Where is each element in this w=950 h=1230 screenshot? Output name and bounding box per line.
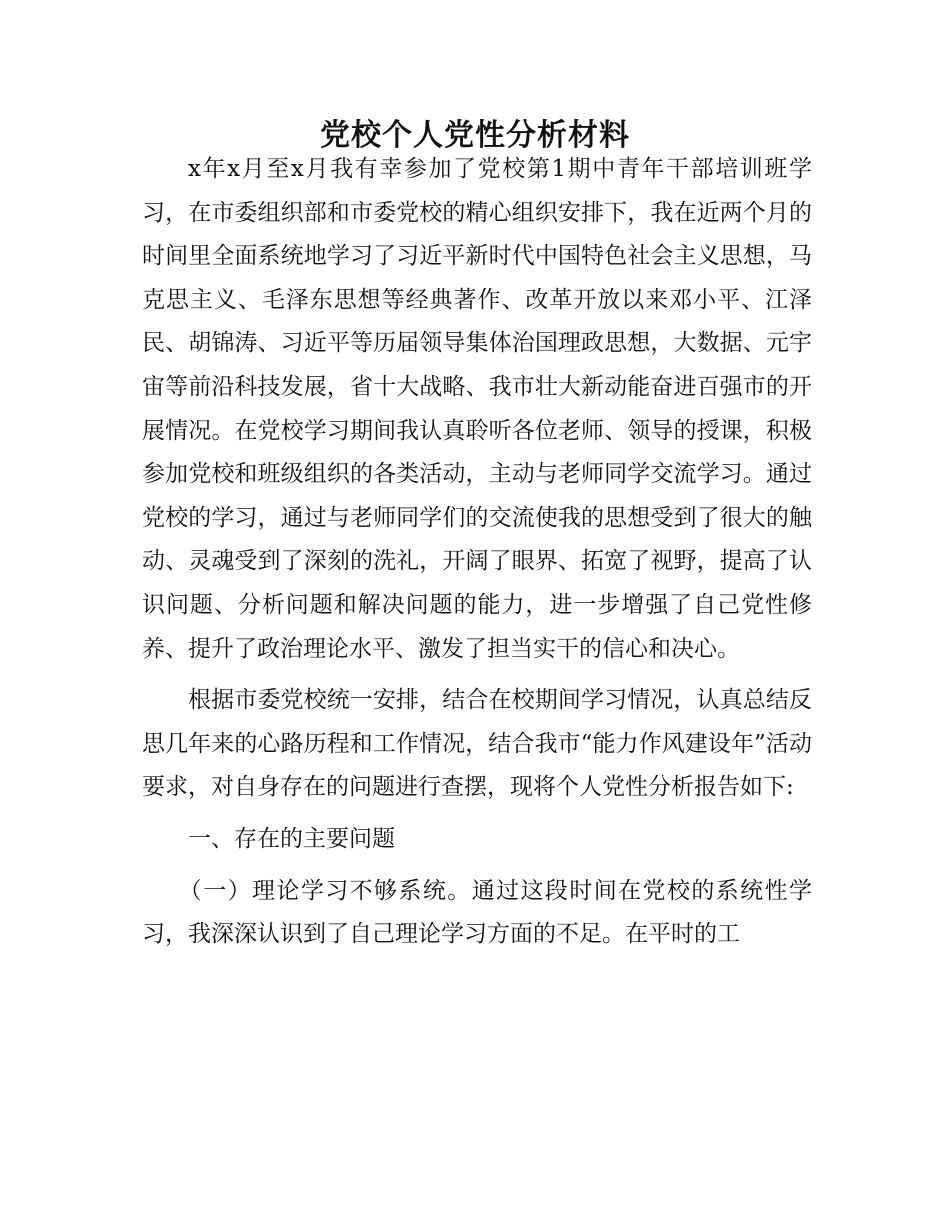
- subsection-paragraph: （一）理论学习不够系统。通过这段时间在党校的系统性学习，我深深认识到了自己理论学习方面的不足。在平时的工: [142, 877, 812, 948]
- body-paragraph-intro: x年x月至x月我有幸参加了党校第1期中青年干部培训班学习，在市委组织部和市委党校的精心组织安排下，我在近两个月的时间里全面系统地学习了习近平新时代中国特色社会主义思想，马克思主义、毛泽东思想等经典著作、改革开放以来邓小平、江泽民、胡锦涛、习近平等历届领导集体治国理政思想，大数据、元宇宙等前沿科技发展，省十大战略、我市壮大新动能奋进百强市的开展情况。在党校学习期间我认真聆听各位老师、领导的授课，积极参加党校和班级组织的各类活动，主动与老师同学交流学习。通过党校的学习，通过与老师同学们的交流使我的思想受到了很大的触动、灵魂受到了深刻的洗礼，开阔了眼界、拓宽了视野，提高了认识问题、分析问题和解决问题的能力，进一步增强了自己党性修养、提升了政治理论水平、激发了担当实干的信心和决心。: [142, 156, 812, 662]
- document-body: [142, 148, 812, 957]
- section-heading: 一、存在的主要问题: [188, 825, 395, 852]
- body-paragraph-arrangement: 根据市委党校统一安排，结合在校期间学习情况，认真总结反思几年来的心路历程和工作情况，结合我市“能力作风建设年”活动要求，对自身存在的问题进行查摆，现将个人党性分析报告如下:: [142, 687, 812, 801]
- document-title: 党校个人党性分析材料: [320, 118, 630, 153]
